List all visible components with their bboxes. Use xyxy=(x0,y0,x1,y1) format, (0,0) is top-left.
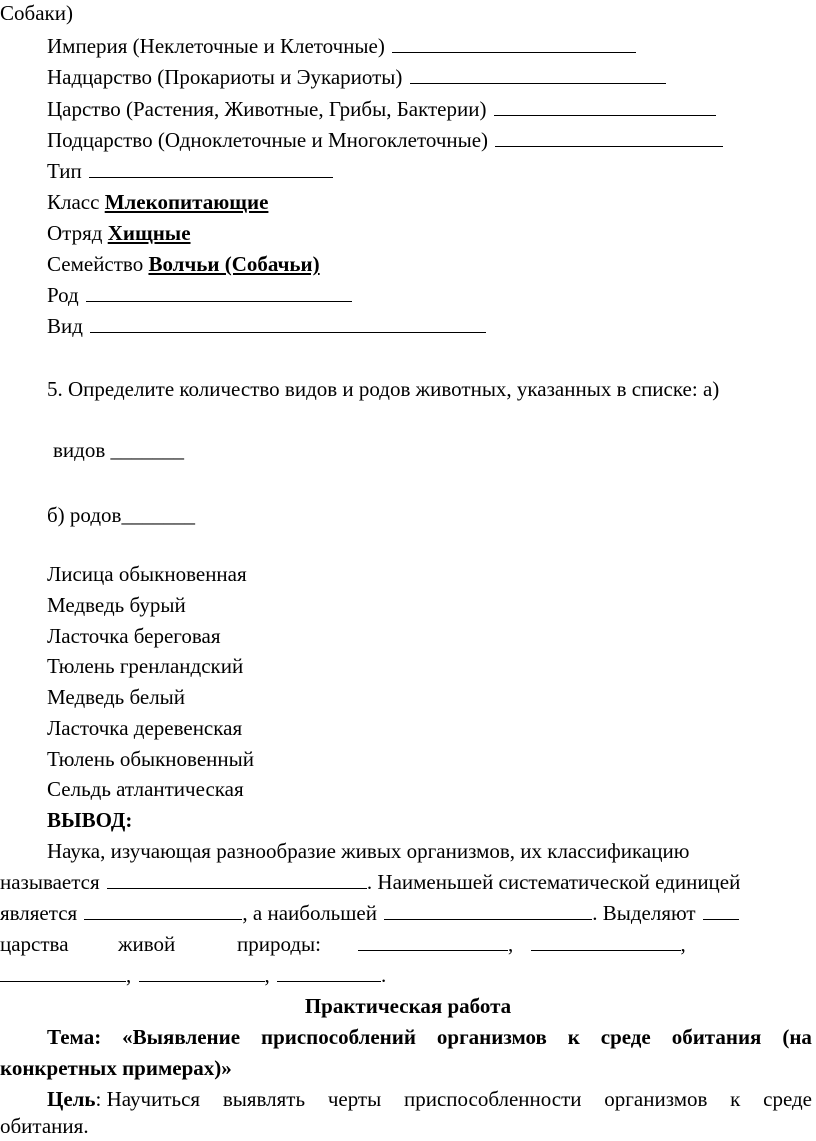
conclusion-text: . Выделяют xyxy=(592,901,696,925)
conclusion-word: природы: xyxy=(237,932,321,956)
conclusion-text: называется xyxy=(0,870,100,894)
practical-goal-line-2: обитания. xyxy=(0,1114,89,1138)
conclusion-line-1: Наука, изучающая разнообразие живых организмов, их классификацию xyxy=(47,839,690,863)
theme-word: организмов xyxy=(436,1025,547,1049)
answer-blank[interactable] xyxy=(392,34,636,53)
classification-intro: Собаки) xyxy=(0,1,73,25)
kingdom-blanks-row xyxy=(356,931,686,957)
row-label: Вид xyxy=(47,314,83,338)
animal-list-item: Ласточка береговая xyxy=(47,624,221,648)
theme-word: приспособлений xyxy=(260,1025,416,1049)
conclusion-text: , а наибольшей xyxy=(242,901,377,925)
row-class xyxy=(47,189,268,215)
largest-unit-blank[interactable] xyxy=(384,901,592,920)
comma: , xyxy=(264,963,270,987)
row-answer: Волчьи (Собачьи) xyxy=(148,252,320,276)
row-label: Класс xyxy=(47,190,100,214)
animal-list-item: Тюлень обыкновенный xyxy=(47,747,254,771)
comma: , xyxy=(680,932,686,956)
row-answer: Млекопитающие xyxy=(104,190,269,214)
practical-title: Практическая работа xyxy=(304,994,512,1018)
comma: , xyxy=(126,963,132,987)
row-label: Отряд xyxy=(47,221,103,245)
goal-word: : Научиться xyxy=(95,1087,201,1111)
smallest-unit-blank[interactable] xyxy=(84,901,242,920)
goal-word: выявлять xyxy=(222,1087,306,1111)
task5-question: 5. Определите количество видов и родов животных, указанных в списке: а) xyxy=(47,377,720,401)
goal-word: организмов xyxy=(604,1087,708,1111)
row-answer: Хищные xyxy=(107,221,191,245)
theme-word: к xyxy=(567,1025,580,1049)
answer-blank[interactable] xyxy=(89,159,333,178)
conclusion-word: живой xyxy=(118,932,176,956)
row-label: Империя (Неклеточные и Клеточные) xyxy=(47,34,385,58)
kingdoms-count-blank[interactable] xyxy=(703,901,739,920)
theme-word: среде xyxy=(600,1025,651,1049)
theme-word: (на xyxy=(782,1025,812,1049)
animal-list-item: Сельдь атлантическая xyxy=(47,777,244,801)
species-count-label: видов xyxy=(53,438,106,462)
answer-blank[interactable] xyxy=(86,283,352,302)
answer-blank[interactable] xyxy=(494,97,716,116)
practical-theme-line-1 xyxy=(0,1024,812,1050)
goal-word: приспособленности xyxy=(403,1087,582,1111)
row-subkingdom xyxy=(47,127,723,153)
row-label: Тип xyxy=(47,159,82,183)
task5-genera-line xyxy=(47,502,195,528)
conclusion-heading: ВЫВОД: xyxy=(47,808,133,832)
answer-blank[interactable] xyxy=(410,65,666,84)
task5-species-line xyxy=(53,437,184,463)
row-label: Царство (Растения, Животные, Грибы, Бактерии) xyxy=(47,97,487,121)
period: . xyxy=(381,963,387,987)
kingdom-blank[interactable] xyxy=(531,932,681,951)
animal-list-item: Медведь белый xyxy=(47,685,186,709)
animal-list-item: Лисица обыкновенная xyxy=(47,562,247,586)
row-family xyxy=(47,251,320,277)
row-kingdom xyxy=(47,96,716,122)
kingdom-blank[interactable] xyxy=(0,963,126,982)
theme-word: обитания xyxy=(671,1025,762,1049)
row-label: Род xyxy=(47,283,79,307)
conclusion-line-4 xyxy=(0,931,69,957)
conclusion-line-5 xyxy=(0,962,386,988)
conclusion-line-3 xyxy=(0,900,739,926)
conclusion-text: является xyxy=(0,901,78,925)
conclusion-word: царства xyxy=(0,932,69,956)
goal-start xyxy=(47,1086,200,1112)
conclusion-text: . Наименьшей систематической единицей xyxy=(366,870,741,894)
answer-blank[interactable] xyxy=(495,128,723,147)
species-count-blank[interactable]: _______ xyxy=(110,438,185,462)
genera-count-blank[interactable]: _______ xyxy=(121,503,195,527)
goal-word: черты xyxy=(327,1087,382,1111)
kingdom-blank[interactable] xyxy=(358,932,508,951)
row-superkingdom xyxy=(47,64,666,90)
row-order xyxy=(47,220,191,246)
kingdom-blank[interactable] xyxy=(139,963,265,982)
genera-count-label: б) родов xyxy=(47,503,122,527)
practical-theme-line-2: конкретных примерах)» xyxy=(0,1056,232,1080)
animal-list-item: Ласточка деревенская xyxy=(47,716,243,740)
theme-word: Тема: xyxy=(47,1025,102,1049)
animal-list-item: Медведь бурый xyxy=(47,593,186,617)
row-phylum xyxy=(47,158,333,184)
row-empire xyxy=(47,33,636,59)
theme-word: «Выявление xyxy=(122,1025,241,1049)
row-label: Подцарство (Одноклеточные и Многоклеточные) xyxy=(47,128,489,152)
goal-word: среде xyxy=(763,1087,812,1111)
comma: , xyxy=(508,932,514,956)
practical-goal-line-1 xyxy=(0,1086,812,1112)
science-name-blank[interactable] xyxy=(107,870,367,889)
row-genus xyxy=(47,282,352,308)
goal-word: к xyxy=(730,1087,741,1111)
row-label: Надцарство (Прокариоты и Эукариоты) xyxy=(47,65,403,89)
row-species xyxy=(47,313,486,339)
answer-blank[interactable] xyxy=(90,314,486,333)
conclusion-line-2 xyxy=(0,869,740,895)
animal-list-item: Тюлень гренландский xyxy=(47,654,244,678)
goal-label: Цель xyxy=(47,1087,96,1111)
row-label: Семейство xyxy=(47,252,144,276)
kingdom-blank[interactable] xyxy=(277,963,381,982)
